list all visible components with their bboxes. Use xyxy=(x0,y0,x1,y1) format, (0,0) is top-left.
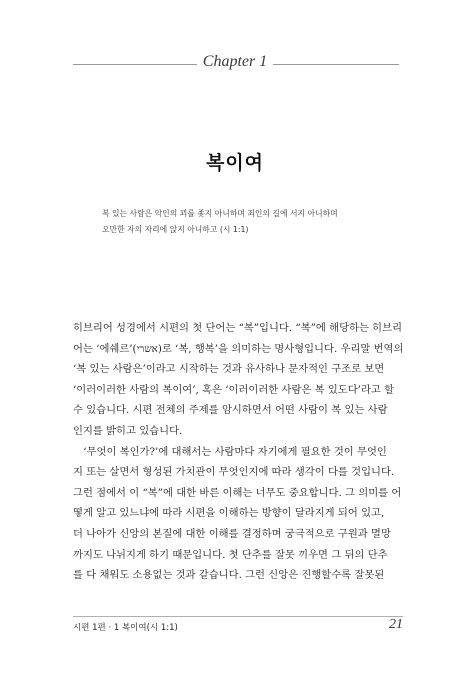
epigraph-line: 오만한 자의 자리에 앉지 아니하고 (시 1:1) xyxy=(102,225,249,234)
epigraph xyxy=(102,206,402,238)
body-line: 지 또는 살면서 형성된 가치관이 무엇인지에 따라 생각이 다를 것입니다. xyxy=(73,466,395,479)
body-line: 를 다 채워도 소용없는 것과 같습니다. 그런 신앙은 진행할수록 잘못된 xyxy=(73,569,385,582)
chapter-label: Chapter 1 xyxy=(197,53,273,70)
body-line: ‘복 있는 사람은’이라고 시작하는 것과 유사하나 문자적인 구조로 보면 xyxy=(73,363,385,376)
footer-rule xyxy=(73,616,403,617)
body-line: 까지도 나뉘지게 하기 때문입니다. 첫 단추를 잘못 끼우면 그 뒤의 단추 xyxy=(73,548,388,561)
epigraph-line: 복 있는 사람은 악인의 꾀를 좇지 아니하며 죄인의 길에 서지 아니하며 xyxy=(102,209,338,218)
body-line: ‘무엇이 복인가?’에 대해서는 사람마다 자기에게 필요한 것이 무엇인 xyxy=(73,445,387,458)
body-line: 더 나아가 신앙의 본질에 대한 이해를 결정하며 궁극적으로 구원과 멸망 xyxy=(73,527,391,540)
body-line: 그런 점에서 이 “복”에 대한 바른 이해는 너무도 중요합니다. 그 의미를 어 xyxy=(73,486,402,499)
body-line: 히브리어 성경에서 시편의 첫 단어는 “복”입니다. “복”에 해당하는 히브리 xyxy=(73,322,403,334)
body-text xyxy=(73,318,403,586)
body-line: 떻게 알고 있느냐에 따라 시편을 이해하는 방향이 달라지게 되어 있고, xyxy=(73,507,385,520)
body-line: ‘이러이러한 사람의 복이여’, 혹은 ‘이러이러한 사람은 복 있도다’라고 할 xyxy=(73,383,395,396)
body-line: 인지를 밝히고 있습니다. xyxy=(73,424,183,437)
running-head: 시편 1편 · 1 복이여(시 1:1) xyxy=(73,623,178,633)
body-line: 수 있습니다. 시편 전체의 주제를 암시하면서 어떤 사람이 복 있는 사람 xyxy=(73,404,388,417)
chapter-heading xyxy=(0,53,470,71)
body-line: 어는 ‘에쉐르’(אשרי)로 ‘복, 행복’을 의미하는 명사형입니다. 우리말 번역의 xyxy=(73,342,403,355)
page-number: 21 xyxy=(389,617,403,632)
page-title: 복이여 xyxy=(205,152,265,174)
